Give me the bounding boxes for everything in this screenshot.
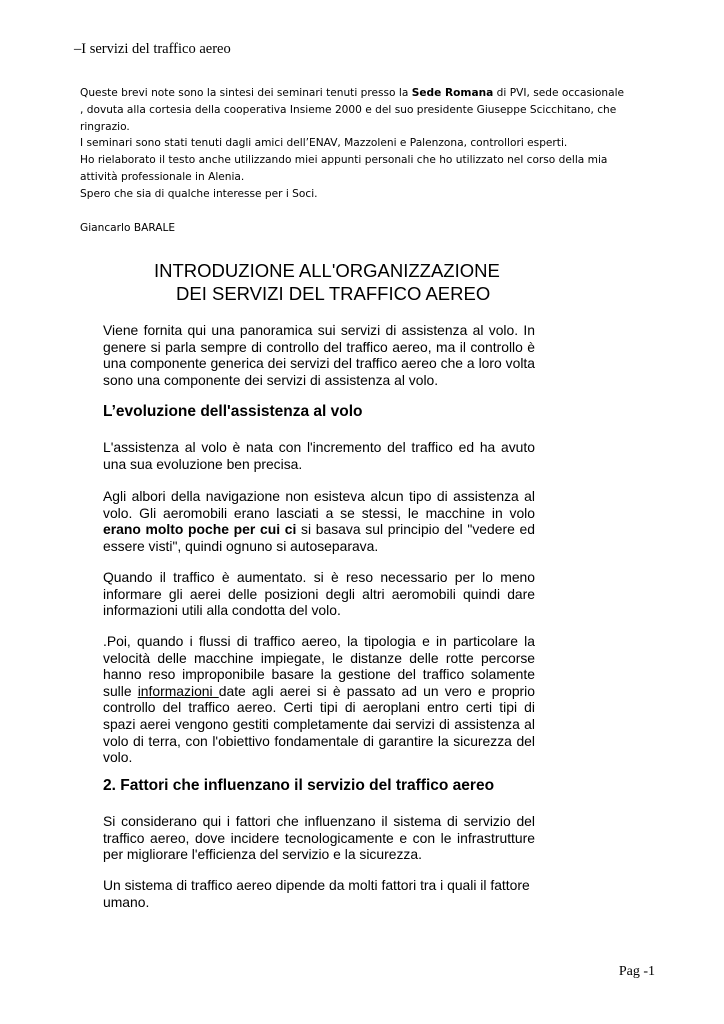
paragraph-human-factor: Un sistema di traffico aereo dipende da molti fattori tra i quali il fattore umano.	[103, 877, 530, 910]
signature: Giancarlo BARALE	[80, 222, 176, 234]
intro-line: I seminari sono stati tenuti dagli amici dell’ENAV, Mazzoleni e Palenzona, controllori esperti.	[80, 137, 568, 150]
paragraph-traffic-growth: Quando il traffico è aumentato. si è reso necessario per lo meno informare gli aerei delle posizioni degli altri aeromobili quindi dare informazioni utili alla condotta del volo.	[103, 569, 535, 619]
paragraph-overview: Viene fornita qui una panoramica sui servizi di assistenza al volo. In genere si parla sempre di controllo del traffico aereo, ma il controllo è una componente generica dei servizi del traffico aereo che a loro volta sono una componente dei servizi di assistenza al volo.	[103, 322, 535, 388]
page-number: Pag -1	[618, 964, 655, 979]
bold-phrase: erano molto poche per cui ci	[103, 521, 297, 538]
intro-line: Spero che sia di qualche interesse per i Soci.	[80, 187, 318, 200]
section-heading-evoluzione: L’evoluzione dell'assistenza al volo	[103, 403, 363, 420]
paragraph-origin: L'assistenza al volo è nata con l'incremento del traffico ed ha avuto una sua evoluzione ben precisa.	[103, 439, 535, 472]
paragraph-control: .Poi, quando i flussi di traffico aereo, la tipologia e in particolare la velocità delle macchine impiegate, le distanze delle rotte percorse hanno reso improponibile basare la gestione del traffico solamente sulle informazioni date agli aerei si è passato ad un vero e proprio controllo del traffico aereo. Certi tipi di aeroplani entro certi tipi di spazi aerei vengono gestiti completamente dai servizi di assistenza al volo di terra, con l'obiettivo fondamentale di garantire la sicurezza del volo.	[103, 633, 535, 766]
running-header: –I servizi del traffico aereo	[74, 41, 231, 57]
paragraph-factors: Si considerano qui i fattori che influenzano il sistema di servizio del traffico aereo, dove incidere tecnologicamente e con le infrastrutture per migliorare l'efficienza del servizio e la sicurezza.	[103, 813, 535, 863]
paragraph-early-days: Agli albori della navigazione non esisteva alcun tipo di assistenza al volo. Gli aeromobili erano lasciati a se stessi, le macchine in volo erano molto poche per cui ci si basava sul principio del "vedere ed essere visti", quindi ognuno si autoseparava.	[103, 488, 535, 554]
intro-line: , dovuta alla cortesia della cooperativa Insieme 2000 e del suo presidente Giuseppe Scicchitano, che	[80, 103, 617, 116]
underlined-informazioni: informazioni	[137, 682, 219, 699]
document-title	[0, 259, 724, 305]
intro-line: Ho rielaborato il testo anche utilizzando miei appunti personali che ho utilizzato nel corso della mia	[80, 154, 608, 167]
intro-line: Queste brevi note sono la sintesi dei seminari tenuti presso la Sede Romana di PVI, sede occasionale	[80, 87, 625, 99]
sede-romana: Sede Romana	[411, 87, 494, 99]
intro-note	[80, 85, 660, 203]
intro-line: attività professionale in Alenia.	[80, 170, 245, 183]
section-heading-fattori: 2. Fattori che influenzano il servizio del traffico aereo	[103, 777, 495, 794]
title-line-1: INTRODUZIONE ALL'ORGANIZZAZIONE	[154, 260, 500, 281]
intro-line: ringrazio.	[80, 120, 130, 133]
title-line-2: DEI SERVIZI DEL TRAFFICO AEREO	[176, 283, 491, 304]
